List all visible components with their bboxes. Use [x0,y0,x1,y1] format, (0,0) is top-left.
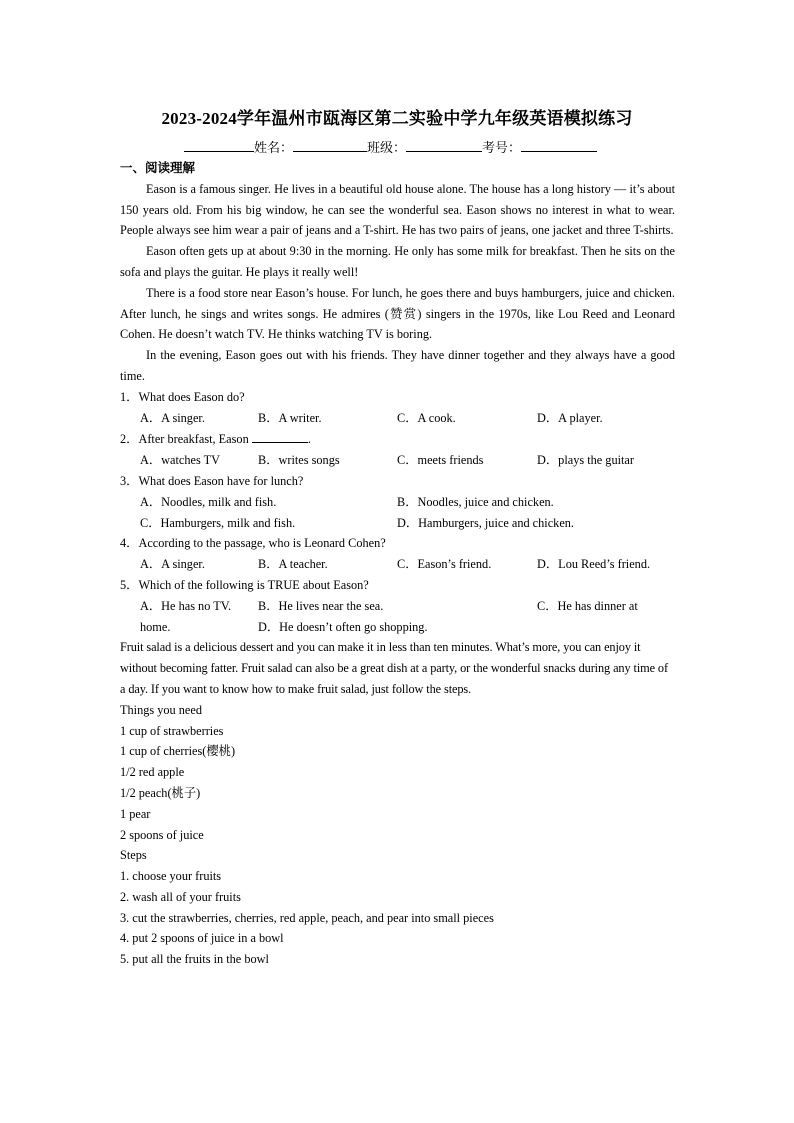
passage-2-line: Steps [120,848,147,863]
question-4 [120,533,675,554]
question-stem: 2．After breakfast, Eason [120,432,249,447]
option-c[interactable]: C．meets friends [397,453,484,468]
question-1-options [120,408,675,429]
question-5 [120,575,675,596]
question-stem: 4．According to the passage, who is Leonard Cohen? [120,536,386,551]
passage-2-line: 1 pear [120,806,151,821]
passage-2-line: 1 cup of strawberries [120,723,224,738]
option-c[interactable]: C．He has dinner at [537,598,638,613]
name-label: 姓名： [254,140,294,155]
question-stem: 5．Which of the following is TRUE about Eason? [120,577,369,592]
class-label: 班级： [367,140,407,155]
question-1 [120,387,675,408]
passage-2-line: 4. put 2 spoons of juice in a bowl [120,931,284,946]
question-3 [120,471,675,492]
option-a[interactable]: A．Noodles, milk and fish. [140,494,277,509]
passage-paragraph: Eason often gets up at about 9:30 in the morning. He only has some milk for breakfast. Then he sits on the sofa and plays the guitar. He plays it really well! [120,244,675,279]
question-stem-end: . [307,432,311,447]
passage-2-line: 5. put all the fruits in the bowl [120,952,269,967]
passage-2-line: 1. choose your fruits [120,869,222,884]
option-d[interactable]: D．He doesn’t often go shopping. [258,619,428,634]
option-b[interactable]: B．writes songs [258,453,340,468]
option-b[interactable]: B．Noodles, juice and chicken. [397,494,554,509]
passage-paragraph: There is a food store near Eason’s house. For lunch, he goes there and buys hamburgers, juice and chicken. After lunch, he sings and writes songs. He admires (赞赏) singers in the 1970s, like Lou Reed and Leonard Cohen. He doesn’t watch TV. He thinks watching TV is boring. [120,285,675,342]
question-5-options-row1 [120,596,675,617]
passage-2-line: 1/2 red apple [120,765,185,780]
question-3-options-row1 [120,492,675,513]
passage-paragraph: In the evening, Eason goes out with his friends. They have dinner together and they always have a good time. [120,348,675,383]
option-b[interactable]: B．A teacher. [258,557,328,572]
student-info-line [184,138,624,157]
section-heading: 一、阅读理解 [120,161,196,175]
passage-2-intro: Fruit salad is a delicious dessert and you can make it in less than ten minutes. What’s more, you can enjoy it without becoming fatter. Fruit salad can also be a great dish at a party, or the wonderful snacks during any time of a day. If you want to know how to make fruit salad, just follow the steps. [120,640,668,696]
question-3-options-row2 [120,513,675,534]
passage-2-line: 1 cup of cherries(樱桃) [120,744,236,759]
answer-blank[interactable] [252,428,308,443]
option-a[interactable]: A．A singer. [140,410,205,425]
blank-line[interactable] [184,138,254,152]
option-a[interactable]: A．He has no TV. [140,598,232,613]
passage-2-line: 2 spoons of juice [120,827,204,842]
passage-2-line: Things you need [120,702,202,717]
option-a[interactable]: A．A singer. [140,557,205,572]
passage-2-line: 2. wash all of your fruits [120,889,241,904]
option-d[interactable]: D．Lou Reed’s friend. [537,557,651,572]
exam-number-blank[interactable] [521,138,597,152]
option-d[interactable]: D．A player. [537,410,603,425]
exam-content [120,158,675,970]
option-d[interactable]: D．plays the guitar [537,453,634,468]
passage-2-line: 1/2 peach(桃子) [120,785,201,800]
option-c[interactable]: C．Eason’s friend. [397,557,492,572]
exam-number-label: 考号： [482,140,522,155]
passage-paragraph: Eason is a famous singer. He lives in a beautiful old house alone. The house has a long history — it’s about 150 years old. From his big window, he can see the wonderful sea. Eason shows no interest in what to wear. People always see him wear a pair of jeans and a T-shirt. He has two pairs of jeans, one jacket and three T-shirts. [120,181,675,238]
question-2 [120,428,675,450]
option-b[interactable]: B．A writer. [258,410,322,425]
page-title: 2023-2024学年温州市瓯海区第二实验中学九年级英语模拟练习 [161,109,633,128]
option-c-continued: home. [140,619,171,634]
question-2-options [120,450,675,471]
class-blank[interactable] [406,138,482,152]
question-5-options-row2 [120,617,675,638]
option-a[interactable]: A．watches TV [140,453,221,468]
option-b[interactable]: B．He lives near the sea. [258,598,384,613]
option-d[interactable]: D．Hamburgers, juice and chicken. [397,515,574,530]
question-stem: 3．What does Eason have for lunch? [120,473,304,488]
name-blank[interactable] [293,138,367,152]
option-c[interactable]: C．Hamburgers, milk and fish. [140,515,296,530]
option-c[interactable]: C．A cook. [397,410,456,425]
passage-2-line: 3. cut the strawberries, cherries, red apple, peach, and pear into small pieces [120,910,494,925]
question-stem: 1．What does Eason do? [120,389,245,404]
question-4-options [120,554,675,575]
